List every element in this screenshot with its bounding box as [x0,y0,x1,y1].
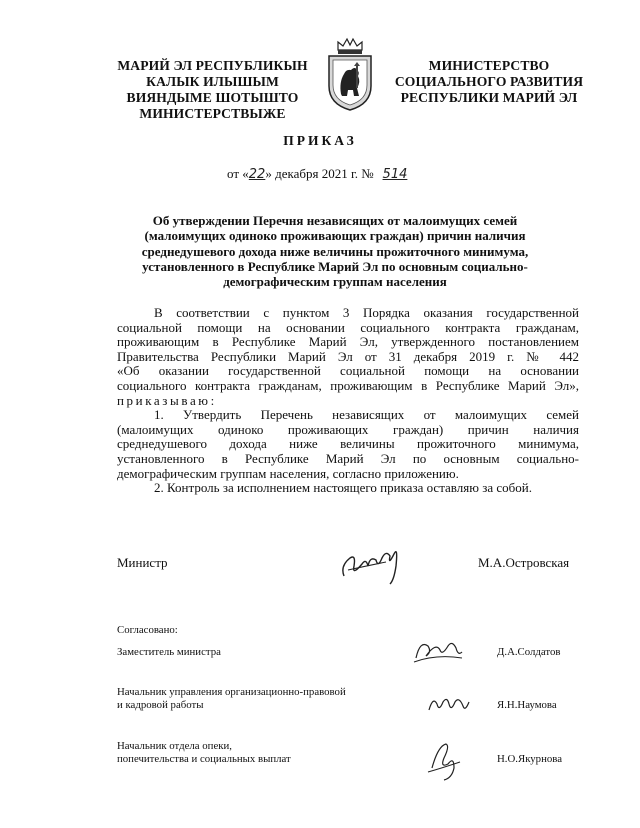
order-from-label: от « [227,166,249,181]
body-line: проживающим в Республике Марий Эл, утвержденного постановлением [117,334,579,350]
order-month-year: » декабря 2021 г. № [265,166,374,181]
approver-role [117,686,346,712]
body-line: социального контракта гражданам, проживающим в Республике Марий Эл», [117,377,579,393]
order-day: 22 [248,167,266,182]
item1-line: 1. Утвердить Перечень независящих от малоимущих семей [154,407,579,423]
ministry-name-mari [115,58,310,122]
approver-name: Д.А.Солдатов [497,646,561,658]
header-left-line: МИНИСТЕРСТВЫЖЕ [139,106,286,121]
header-left-line: МАРИЙ ЭЛ РЕСПУБЛИКЫН [117,58,308,73]
item1-line: (малоимущих одиноко проживающих граждан) причин наличия [117,421,579,437]
approver-signature-icon [424,738,470,782]
header-right-line: РЕСПУБЛИКИ МАРИЙ ЭЛ [400,90,578,105]
approver-role [117,646,221,659]
order-number: 514 [382,167,408,182]
signer-role: Министр [117,555,168,570]
subject-line: демографическим группам населения [223,274,447,290]
order-date-number [0,166,640,182]
approver-role-line: Начальник управления организационно-правовой [117,686,346,698]
document-title: ПРИКАЗ [283,133,357,148]
body-line: В соответствии с пунктом 3 Порядка оказания государственной [154,305,579,320]
header-right-line: СОЦИАЛЬНОГО РАЗВИТИЯ [394,74,584,89]
approver-role-line: попечительства и социальных выплат [117,753,291,765]
coat-of-arms-icon [324,36,376,112]
header-right-line: МИНИСТЕРСТВО [428,58,550,73]
header-left-line: КАЛЫК ИЛЫШЫМ [146,74,279,89]
document-body [117,306,579,496]
body-line: «Об оказании государственной социальной помощи на основании [117,363,579,379]
order-word: приказываю: [117,392,217,408]
item2-line: 2. Контроль за исполнением настоящего приказа оставляю за собой. [154,480,532,496]
approver-role-line: Заместитель министра [117,646,221,658]
item1-line: демографическим группам населения, согласно приложению. [117,465,459,481]
document-subject [100,213,570,289]
minister-signature-icon [336,536,406,586]
ministry-name-russian [389,58,589,106]
item1-line: среднедушевого дохода ниже величины прожиточного минимума, [117,436,579,452]
item1-line: установленного в Республике Марий Эл по основным социально- [117,450,579,466]
approver-role-line: Начальник отдела опеки, [117,740,232,752]
subject-line: (малоимущих одиноко проживающих граждан) причин наличия [144,228,526,244]
header-left-line: ВИЯНДЫМЕ ШОТЫШТО [126,90,299,105]
approver-name: Я.Н.Наумова [497,699,557,711]
subject-line: установленного в Республике Марий Эл по основным социально- [142,258,528,274]
approver-name: Н.О.Якурнова [497,753,563,765]
signer-name: М.А.Островская [478,555,570,570]
subject-line: Об утверждении Перечня независящих от малоимущих семей [152,213,518,228]
approver-role-line: и кадровой работы [117,699,204,711]
approver-signature-icon [425,690,471,716]
body-line: Правительства Республики Марий Эл от 31 декабря 2019 г. № 442 [117,348,579,364]
subject-line: среднедушевого дохода ниже величины прожиточного минимума, [141,243,529,259]
approvals-title: Согласовано: [117,624,178,636]
approver-role [117,740,291,766]
approver-signature-icon [410,632,466,666]
body-line: социальной помощи на основании социального контракта гражданам, [117,319,579,335]
